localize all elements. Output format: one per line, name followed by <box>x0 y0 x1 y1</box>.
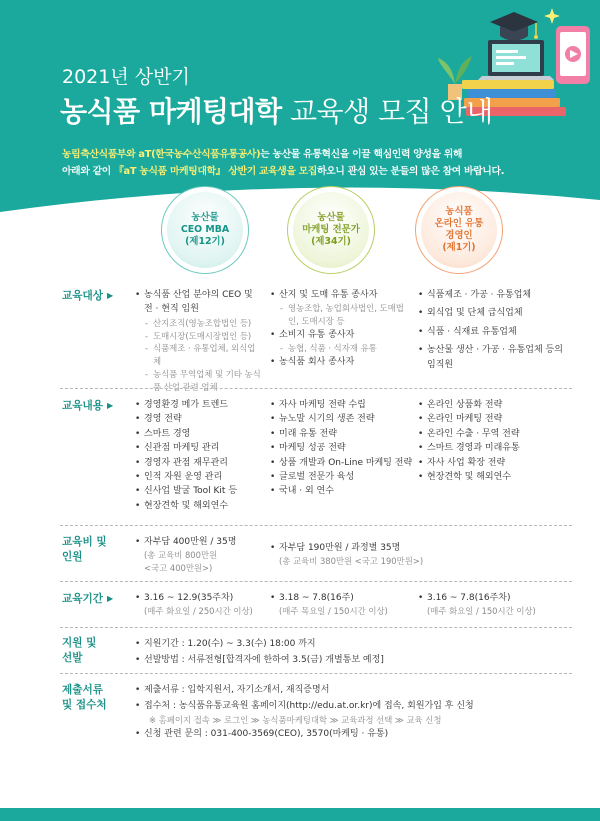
list-item: • 현장견학 및 해외연수 <box>418 470 568 484</box>
fees-col-2 <box>270 541 550 568</box>
arrow-right-icon <box>107 398 113 413</box>
documents-col <box>135 683 565 743</box>
course-line: 온라인 유통 <box>434 218 484 229</box>
list-item: • 3.16 ~ 7.8(16주차) <box>418 591 568 605</box>
list-item: • 3.18 ~ 7.8(16주) <box>270 591 416 605</box>
course-line: 농산물 <box>317 212 345 223</box>
fee-note: (총 교육비 800만원 <box>144 550 218 561</box>
intro-highlight: 『aT 농식품 마케팅대학』 상반기 교육생을 모집 <box>114 166 318 177</box>
row-divider <box>60 581 572 582</box>
intro-text: 는 농산물 유통혁신을 이끌 핵심인력 양성을 위해 <box>260 149 463 160</box>
list-subitem: - 농협, 식품 · 식자재 유통 <box>270 342 410 355</box>
intro-text: 아래와 같이 <box>62 166 115 177</box>
fees-col-1 <box>135 535 265 575</box>
laptop-icon <box>478 40 554 80</box>
list-item: • 자사 사업 확장 전략 <box>418 456 568 470</box>
list-item: • 온라인 상품화 전략 <box>418 398 568 412</box>
period-note: (매주 목요일 / 150시간 이상) <box>279 606 388 617</box>
list-item: • 신관점 마케팅 관리 <box>135 441 265 455</box>
arrow-right-icon <box>107 288 113 303</box>
list-item: • 미래 유통 전략 <box>270 427 416 441</box>
course-line: 농산물 <box>191 212 219 223</box>
list-item: • 자부담 190만원 / 과정별 35명 <box>270 541 550 555</box>
title-bold: 농식품 마케팅대학 <box>60 95 282 128</box>
list-item: • 경영 전략 <box>135 412 265 426</box>
row-divider <box>60 627 572 628</box>
row-label-content: 교육내용▶ <box>62 398 134 414</box>
list-item: • 식품 · 식재료 유통업체 <box>418 325 568 339</box>
target-col-2 <box>270 288 410 370</box>
list-item: • 신사업 발굴 Tool Kit 등 <box>135 484 265 498</box>
course-line: (제1기) <box>442 242 476 253</box>
list-item: • 경영환경 메가 트렌드 <box>135 398 265 412</box>
list-item: • 자부담 400만원 / 35명 <box>135 535 265 549</box>
list-item: • 국내 · 외 연수 <box>270 484 416 498</box>
list-item: • 농식품 회사 종사자 <box>270 355 410 369</box>
selection-col <box>135 636 565 668</box>
row-divider <box>60 525 572 526</box>
period-note: (매주 화요일 / 250시간 이상) <box>144 606 253 617</box>
row-label-fees: 교육비 및 인원 <box>62 536 107 563</box>
list-item: • 산지 및 도매 유통 종사자 <box>270 288 410 302</box>
period-note: (매주 화요일 / 150시간 이상) <box>427 606 536 617</box>
list-item: • 현장견학 및 해외연수 <box>135 499 265 513</box>
sparkle-icon <box>544 8 560 24</box>
intro-line-1 <box>62 146 462 160</box>
title-light: 교육생 모집 안내 <box>281 95 493 128</box>
list-item: • 자사 마케팅 전략 수립 <box>270 398 416 412</box>
list-item: • 지원기간 : 1.20(수) ~ 3.3(수) 18:00 까지 <box>135 636 565 652</box>
period-col-3 <box>418 591 568 618</box>
content-col-3 <box>418 398 568 484</box>
course-line: (제12기) <box>185 236 225 247</box>
year-label: 2021년 상반기 <box>62 66 190 88</box>
list-item: • 온라인 수출 · 무역 전략 <box>418 427 568 441</box>
course-line: 농식품 <box>445 206 473 217</box>
period-col-2 <box>270 591 416 618</box>
fee-note: <국고 400만원>) <box>144 563 213 574</box>
list-item: • 선발방법 : 서류전형[합격자에 한하여 3.5(금) 개별통보 예정] <box>135 652 565 668</box>
page-title <box>60 90 493 130</box>
course-line: CEO MBA <box>180 224 230 235</box>
list-item: • 농산물 생산 · 가공 · 유통업체 등의 임직원 <box>418 343 568 372</box>
row-label-documents: 제출서류 및 접수처 <box>62 684 107 711</box>
reception-note: ※ 홈페이지 접속 ≫ 로그인 ≫ 농식품마케팅대학 ≫ 교육과정 선택 ≫ 교육 신청 <box>149 715 442 725</box>
row-label-period: 교육기간▶ <box>62 591 134 607</box>
list-subitem: - 식품제조 · 유통업체, 외식업체 <box>135 342 263 368</box>
course-line: 경영인 <box>445 230 473 241</box>
graduation-cap-icon <box>490 12 538 41</box>
footer-band <box>0 808 600 821</box>
list-subitem: - 도매시장(도매시장법인 등) <box>135 330 263 343</box>
row-divider <box>60 673 572 674</box>
list-item: • 식품제조 · 가공 · 유통업체 <box>418 288 568 302</box>
list-item: • 스마트 경영과 미래유통 <box>418 441 568 455</box>
course-line: (제34기) <box>311 236 351 247</box>
list-subitem: - 농식품 무역업체 및 기타 농식품 산업 관련 업체 <box>135 368 263 394</box>
list-item: • 3.16 ~ 12.9(35주차) <box>135 591 265 605</box>
list-item: • 글로벌 전문가 육성 <box>270 470 416 484</box>
content-col-1 <box>135 398 265 513</box>
list-item: • 신청 관련 문의 : 031-400-3569(CEO), 3570(마케팅 · 유통) <box>135 727 565 743</box>
row-divider <box>60 388 572 389</box>
list-item: • 스마트 경영 <box>135 427 265 441</box>
intro-text: 하오니 관심 있는 분들의 많은 참여 바랍니다. <box>317 166 505 177</box>
target-col-1 <box>135 288 263 394</box>
list-item: • 제출서류 : 입학지원서, 자기소개서, 재직증명서 <box>135 683 565 699</box>
list-item: • 경영자 관점 재무관리 <box>135 456 265 470</box>
target-col-3 <box>418 288 568 372</box>
course-marketing-expert <box>287 186 375 274</box>
phone-icon <box>556 26 590 84</box>
course-online-distribution <box>415 186 503 274</box>
row-label-selection: 지원 및 선발 <box>62 637 97 664</box>
list-subitem: - 산지조직(영농조합법인 등) <box>135 317 263 330</box>
period-col-1 <box>135 591 265 618</box>
arrow-right-icon <box>107 591 113 606</box>
list-item: • 인적 자원 운영 관리 <box>135 470 265 484</box>
list-subitem: - 영농조합, 농업회사법인, 도매법인, 도매시장 등 <box>270 302 410 328</box>
list-item: • 외식업 및 단체 급식업체 <box>418 306 568 320</box>
list-item: • 온라인 마케팅 전략 <box>418 412 568 426</box>
fee-note: (총 교육비 380만원 <국고 190만원>) <box>279 556 424 567</box>
row-label-target: 교육대상▶ <box>62 288 134 304</box>
list-item: • 소비지 유통 종사자 <box>270 328 410 342</box>
course-line: 마케팅 전문가 <box>302 224 360 235</box>
content-col-2 <box>270 398 416 499</box>
list-item: • 접수처 : 농식품유통교육원 홈페이지(http://edu.at.or.kr)에 접속, 회원가입 후 신청 <box>135 699 565 715</box>
list-item: • 뉴노말 시기의 생존 전략 <box>270 412 416 426</box>
list-item: • 농식품 산업 분야의 CEO 및 전 · 현직 임원 <box>135 288 263 317</box>
list-item: • 상품 개발과 On-Line 마케팅 전략 <box>270 456 416 470</box>
list-item: • 마케팅 성공 전략 <box>270 441 416 455</box>
course-ceo-mba <box>161 186 249 274</box>
intro-highlight: 농림축산식품부와 aT(한국농수산식품유통공사) <box>62 149 261 160</box>
intro-line-2 <box>62 163 504 177</box>
